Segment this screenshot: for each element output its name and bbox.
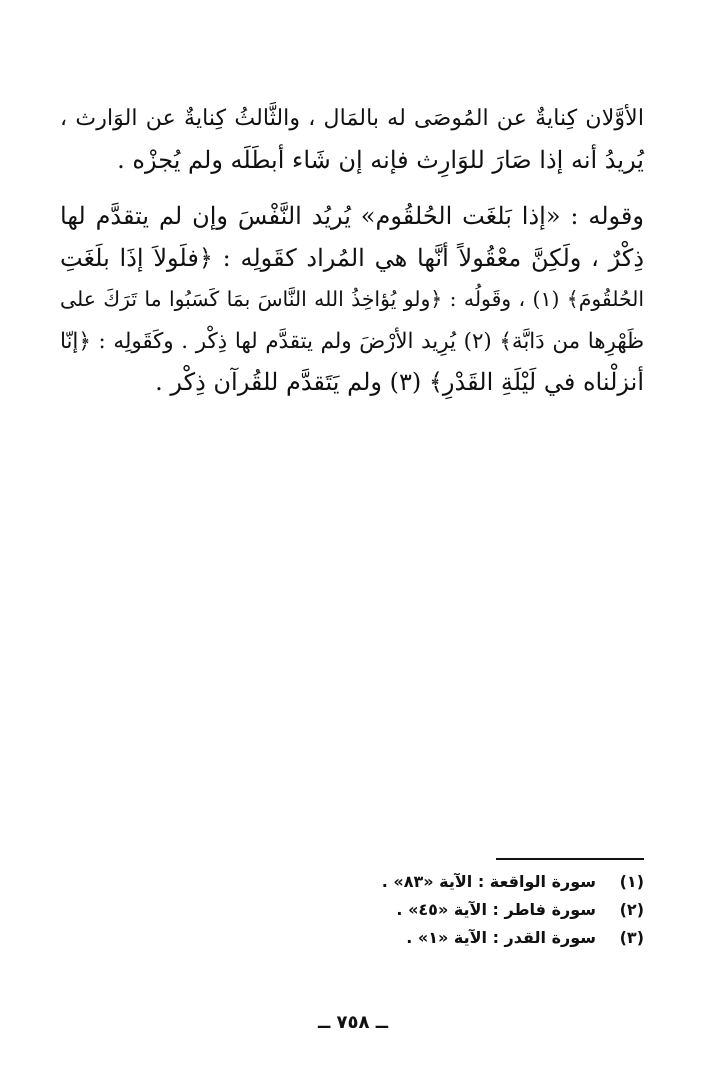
paragraph-line: الأوَّلان كِنايةٌ عن المُوصَى له بالمَال ، والثَّالثُ كِنايةٌ عن الوَارث ، [60, 105, 644, 131]
page-number: ــ ٧٥٨ ــ [317, 1012, 389, 1033]
paragraph-line: الحُلقُومَ﴾ (١) ، وقَولُه : ﴿ولو يُؤاخِذُ الله النَّاسَ بمَا كَسَبُوا ما تَرَكَ على [60, 287, 644, 311]
footnote-number: (١) [619, 872, 644, 891]
paragraph-line: أنزلْناه في لَيْلَةِ القَدْرِ﴾ (٣) ولم يَتَقدَّم للقُرآن ذِكْر . [155, 368, 644, 396]
paragraph-line: ظَهْرِها من دَابَّة﴾ (٢) يُرِيد الأرْضَ ولم يتقدَّم لها ذِكْر . وكَقَولِه : ﴿إنّا [60, 328, 644, 354]
footnote-divider [496, 858, 644, 860]
footnotes [344, 868, 644, 952]
footnote-text: سورة الواقعة : الآية «٨٣» . [381, 872, 596, 891]
paragraph-1 [60, 98, 644, 181]
footnote-item [344, 924, 644, 952]
footnote-number: (٣) [619, 928, 644, 947]
footnote-item [344, 896, 644, 924]
paragraph-2 [60, 196, 644, 404]
footnote-number: (٢) [619, 900, 644, 919]
footnote-text: سورة القدر : الآية «١» . [406, 928, 596, 947]
footnote-item [344, 868, 644, 896]
footnote-text: سورة فاطر : الآية «٤٥» . [396, 900, 596, 919]
paragraph-line: ذِكْرٌ ، ولَكِنَّ معْقُولاً أنَّها هي المُراد كقَولِه : ﴿فلَولاَ إذَا بلَغَتِ [60, 243, 645, 272]
paragraph-line: وقوله : «إذا بَلغَت الحُلقُوم» يُريُد النَّفْسَ وإن لم يتقدَّم لها [60, 202, 644, 230]
paragraph-line: يُريدُ أنه إذا صَارَ للوَارِث فإنه إن شَاء أبطَلَه ولم يُجزْه . [117, 145, 644, 174]
